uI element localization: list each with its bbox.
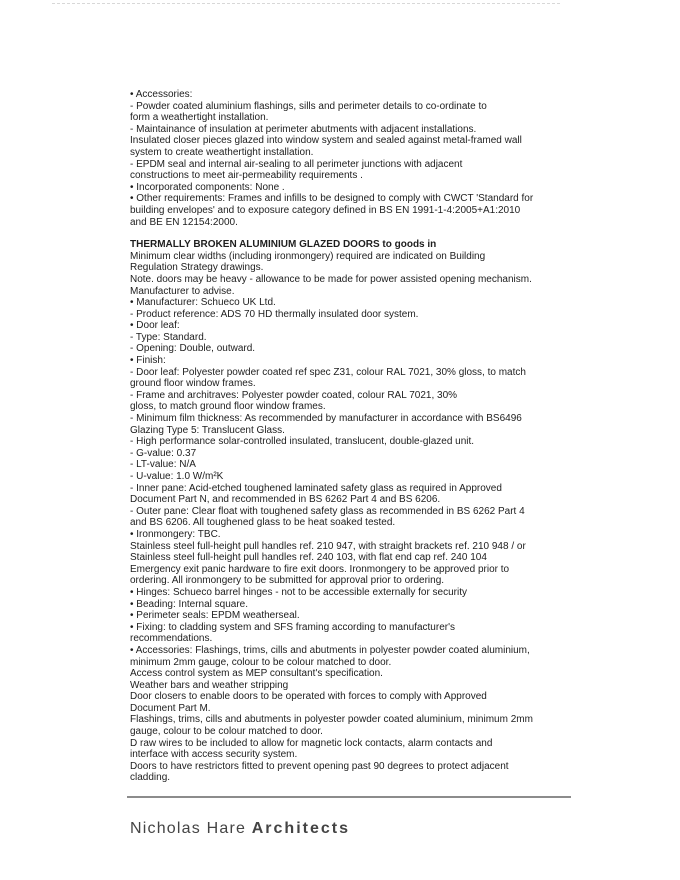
text-line: Manufacturer to advise. <box>130 285 235 297</box>
text-line: Document Part M. <box>130 702 211 714</box>
text-line: Access control system as MEP consultant's specification. <box>130 668 383 680</box>
firm-name: Nicholas Hare <box>130 820 247 837</box>
text-line: • Fixing: to cladding system and SFS framing according to manufacturer's <box>130 621 455 633</box>
text-line: - High performance solar-controlled insulated, translucent, double-glazed unit. <box>130 436 475 448</box>
text-line: and BS 6206. All toughened glass to be heat soaked tested. <box>130 517 396 529</box>
text-line: - Powder coated aluminium flashings, sills and perimeter details to co-ordinate to <box>130 100 487 112</box>
text-line: Insulated closer pieces glazed into window system and sealed against metal-framed wall <box>130 135 522 147</box>
footer-rule <box>127 796 571 798</box>
text-line: - U-value: 1.0 W/m²K <box>130 471 224 482</box>
text-line: cladding. <box>130 772 171 784</box>
text-line: Stainless steel full-height pull handles ref. 210 947, with straight brackets ref. 210 948 / or <box>130 540 526 552</box>
text-line: - Minimum film thickness: As recommended by manufacturer in accordance with BS6496 <box>130 413 522 425</box>
specification-body <box>130 89 550 784</box>
text-line: - Door leaf: Polyester powder coated ref spec Z31, colour RAL 7021, 30% gloss, to match <box>130 366 526 378</box>
text-line: - Outer pane: Clear float with toughened safety glass as recommended in BS 6262 Part 4 <box>130 505 525 517</box>
text-line: - LT-value: N/A <box>130 459 196 471</box>
text-line: ordering. All ironmongery to be submitted for approval prior to ordering. <box>130 575 445 587</box>
doors-section <box>130 251 550 784</box>
text-line: Door closers to enable doors to be operated with forces to comply with Approved <box>130 691 487 703</box>
top-edge-marks <box>52 3 560 4</box>
text-line: minimum 2mm gauge, colour to be colour matched to door. <box>130 656 392 668</box>
text-line: • Incorporated components: None . <box>130 181 285 193</box>
section-heading: THERMALLY BROKEN ALUMINIUM GLAZED DOORS to goods in <box>130 239 437 251</box>
text-line: D raw wires to be included to allow for magnetic lock contacts, alarm contacts and <box>130 737 493 749</box>
text-line: Stainless steel full-height pull handles ref. 240 103, with flat end cap ref. 240 104 <box>130 552 487 564</box>
text-line: • Hinges: Schueco barrel hinges - not to be accessible externally for security <box>130 586 468 598</box>
text-line: gauge, colour to be colour matched to door. <box>130 726 323 738</box>
text-line: • Other requirements: Frames and infills to be designed to comply with CWCT 'Standard for <box>130 193 534 205</box>
text-line: • Finish: <box>130 355 166 367</box>
text-line: • Perimeter seals: EPDM weatherseal. <box>130 610 300 622</box>
text-line: Glazing Type 5: Translucent Glass. <box>130 424 285 436</box>
text-line: • Ironmongery: TBC. <box>130 528 221 540</box>
text-line: Doors to have restrictors fitted to prevent opening past 90 degrees to protect adjacent <box>130 760 509 772</box>
text-line: - Type: Standard. <box>130 331 207 343</box>
text-line: - Product reference: ADS 70 HD thermally insulated door system. <box>130 308 419 320</box>
text-line: • Beading: Internal square. <box>130 598 249 610</box>
text-line: constructions to meet air-permeability requirements . <box>130 170 363 182</box>
text-line: Note. doors may be heavy - allowance to be made for power assisted opening mechanism. <box>130 273 532 285</box>
text-line: Flashings, trims, cills and abutments in polyester powder coated aluminium, minimum 2mm <box>130 714 533 726</box>
text-line: interface with access security system. <box>130 749 298 761</box>
text-line: Minimum clear widths (including ironmongery) required are indicated on Building <box>130 250 486 262</box>
firm-suffix: Architects <box>251 820 350 837</box>
text-line: gloss, to match ground floor window frames. <box>130 401 326 413</box>
text-line: building envelopes' and to exposure category defined in BS EN 1991-1-4:2005+A1:2010 <box>130 204 521 216</box>
text-line: and BE EN 12154:2000. <box>130 216 238 228</box>
text-line: - Maintainance of insulation at perimeter abutments with adjacent installations. <box>130 123 477 135</box>
text-line: ground floor window frames. <box>130 378 256 390</box>
text-line: - G-value: 0.37 <box>130 447 197 459</box>
text-line: - Inner pane: Acid-etched toughened laminated safety glass as required in Approved <box>130 482 502 494</box>
text-line: • Accessories: Flashings, trims, cills and abutments in polyester powder coated aluminium, <box>130 644 530 656</box>
text-line: • Door leaf: <box>130 320 180 332</box>
text-line: recommendations. <box>130 633 213 645</box>
footer-logo <box>130 820 350 838</box>
text-line: • Manufacturer: Schueco UK Ltd. <box>130 297 276 309</box>
text-line: system to create weathertight installation. <box>130 146 314 158</box>
text-line: • Accessories: <box>130 89 193 100</box>
text-line: Regulation Strategy drawings. <box>130 262 264 274</box>
text-line: form a weathertight installation. <box>130 112 269 124</box>
text-line: - Opening: Double, outward. <box>130 343 256 355</box>
accessories-section <box>130 89 550 228</box>
text-line: Document Part N, and recommended in BS 6262 Part 4 and BS 6206. <box>130 494 441 506</box>
text-line: Emergency exit panic hardware to fire exit doors. Ironmongery to be approved prior to <box>130 563 510 575</box>
text-line: - EPDM seal and internal air-sealing to all perimeter junctions with adjacent <box>130 158 463 170</box>
text-line: - Frame and architraves: Polyester powder coated, colour RAL 7021, 30% <box>130 389 458 401</box>
text-line: Weather bars and weather stripping <box>130 679 289 691</box>
